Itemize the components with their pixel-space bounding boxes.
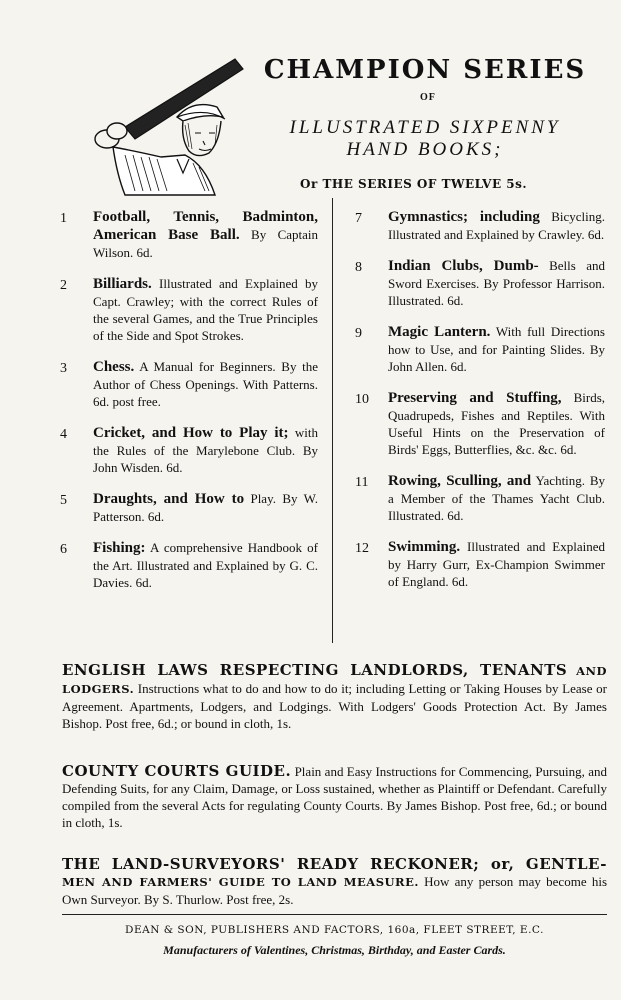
book-title: Indian Clubs, Dumb- xyxy=(388,258,539,274)
book-description: A comprehensive Handbook of the Art. Illustrated and Explained by G. C. Davies. 6d. xyxy=(93,540,318,590)
advertisement-landlords xyxy=(62,662,607,732)
book-list-left xyxy=(60,208,318,605)
book-number: 5 xyxy=(60,493,67,508)
book-number: 11 xyxy=(355,475,369,490)
book-description: Yachting. By a Member of the Thames Yacht Club. Illustrated. 6d. xyxy=(388,473,605,523)
advertisement-county-courts xyxy=(62,763,607,831)
book-title: Football, Tennis, Badminton, American Base Ball. xyxy=(93,209,318,243)
book-entry xyxy=(60,539,318,591)
book-entry xyxy=(355,389,605,458)
subtitle-line-1: ILLUSTRATED SIXPENNY xyxy=(289,117,561,138)
footer-rule xyxy=(62,914,607,915)
ad-description: How any person may become his Own Surveyor. By S. Thurlow. Post free, 2s. xyxy=(62,874,607,907)
book-entry xyxy=(60,490,318,525)
series-price-note: Or THE SERIES OF TWELVE 5s. xyxy=(300,177,528,191)
book-number: 4 xyxy=(60,427,67,442)
publisher-line: DEAN & SON, PUBLISHERS AND FACTORS, 160a, FLEET STREET, E.C. xyxy=(125,924,544,936)
book-entry xyxy=(60,358,318,410)
book-description: with the Rules of the Marylebone Club. By John Wisden. 6d. xyxy=(93,425,318,475)
book-list-right xyxy=(355,208,605,604)
series-subtitle xyxy=(250,117,600,161)
book-number: 10 xyxy=(355,392,369,407)
book-title: Gymnastics; including xyxy=(388,209,540,225)
publisher-tagline: Manufacturers of Valentines, Christmas, Birthday, and Easter Cards. xyxy=(163,943,506,957)
book-title: Preserving and Stuffing, xyxy=(388,390,562,406)
book-number: 7 xyxy=(355,211,362,226)
book-description: Bicycling. Illustrated and Explained by Crawley. 6d. xyxy=(388,209,606,242)
ad-title: COUNTY COURTS GUIDE. xyxy=(62,762,292,780)
book-title: Fishing: xyxy=(93,540,146,556)
ad-description: Plain and Easy Instructions for Commencing, Pursuing, and Defending Suits, for any Claim, Damage, or Loss sustained, whether as Plaintiff or Defendant. Carefully compiled from the several Acts for regulating County Courts. By James Bishop. Post free, 6d.; or bound in cloth, 1s. xyxy=(62,764,607,830)
book-entry xyxy=(355,257,605,309)
book-description: Illustrated and Explained by Capt. Crawley; with the correct Rules of the several Games, and the True Principles of the Side and Spot Strokes. xyxy=(93,276,318,343)
book-description: Birds, Quadrupeds, Fishes and Reptiles. With Useful Hints on the Preservation of Birds' Eggs, Butterflies, &c. &c. 6d. xyxy=(388,390,605,457)
book-title: Chess. xyxy=(93,359,135,375)
book-number: 12 xyxy=(355,541,369,556)
book-entry xyxy=(355,472,605,524)
book-description: With full Directions how to Use, and for Painting Slides. By John Allen. 6d. xyxy=(388,324,605,374)
ad-subtitle: MEN AND FARMERS' GUIDE TO LAND MEASURE. xyxy=(62,875,419,889)
book-entry xyxy=(355,208,605,243)
ad-subtitle: AND LODGERS. xyxy=(62,664,607,696)
cricketer-with-bat-icon xyxy=(65,55,250,200)
ad-description: Instructions what to do and how to do it; including Letting or Taking Houses by Lease or Agreement. Apartments, Lodgers, and Lodgings. With Lodgers' Goods Protection Act. By James Bishop. Post free, 6d.; or bound in cloth, 1s. xyxy=(62,681,607,731)
book-description: A Manual for Beginners. By the Author of Chess Openings. With Patterns. 6d. post free. xyxy=(93,359,318,409)
book-title: Swimming. xyxy=(388,539,461,555)
book-entry xyxy=(60,424,318,476)
book-entry xyxy=(355,538,605,590)
book-number: 9 xyxy=(355,326,362,341)
subtitle-line-2: HAND BOOKS; xyxy=(346,139,504,160)
advertisement-land-surveyors xyxy=(62,856,607,908)
book-description: Play. By W. Patterson. 6d. xyxy=(93,491,319,524)
book-number: 8 xyxy=(355,260,362,275)
book-entry xyxy=(60,275,318,344)
book-description: Illustrated and Explained by Harry Gurr, Ex-Champion Swimmer of England. 6d. xyxy=(388,539,605,589)
book-title: Billiards. xyxy=(93,276,152,292)
book-description: By Captain Wilson. 6d. xyxy=(93,227,319,260)
book-number: 6 xyxy=(60,542,67,557)
book-title: Draughts, and How to xyxy=(93,491,245,507)
book-title: Magic Lantern. xyxy=(388,324,491,340)
book-entry xyxy=(355,323,605,375)
book-number: 3 xyxy=(60,361,67,376)
book-number: 2 xyxy=(60,278,67,293)
book-title: Cricket, and How to Play it; xyxy=(93,425,289,441)
column-divider xyxy=(332,198,333,643)
book-title: Rowing, Sculling, and xyxy=(388,473,532,489)
book-entry xyxy=(60,208,318,261)
series-of: OF xyxy=(420,92,436,103)
book-description: Bells and Sword Exercises. By Professor Harrison. Illustrated. 6d. xyxy=(388,258,605,308)
book-number: 1 xyxy=(60,211,67,226)
ad-title: ENGLISH LAWS RESPECTING LANDLORDS, TENANTS xyxy=(62,661,568,679)
ad-title: THE LAND-SURVEYORS' READY RECKONER; or, GENTLE- xyxy=(62,855,607,873)
series-title: CHAMPION SERIES xyxy=(263,55,587,85)
